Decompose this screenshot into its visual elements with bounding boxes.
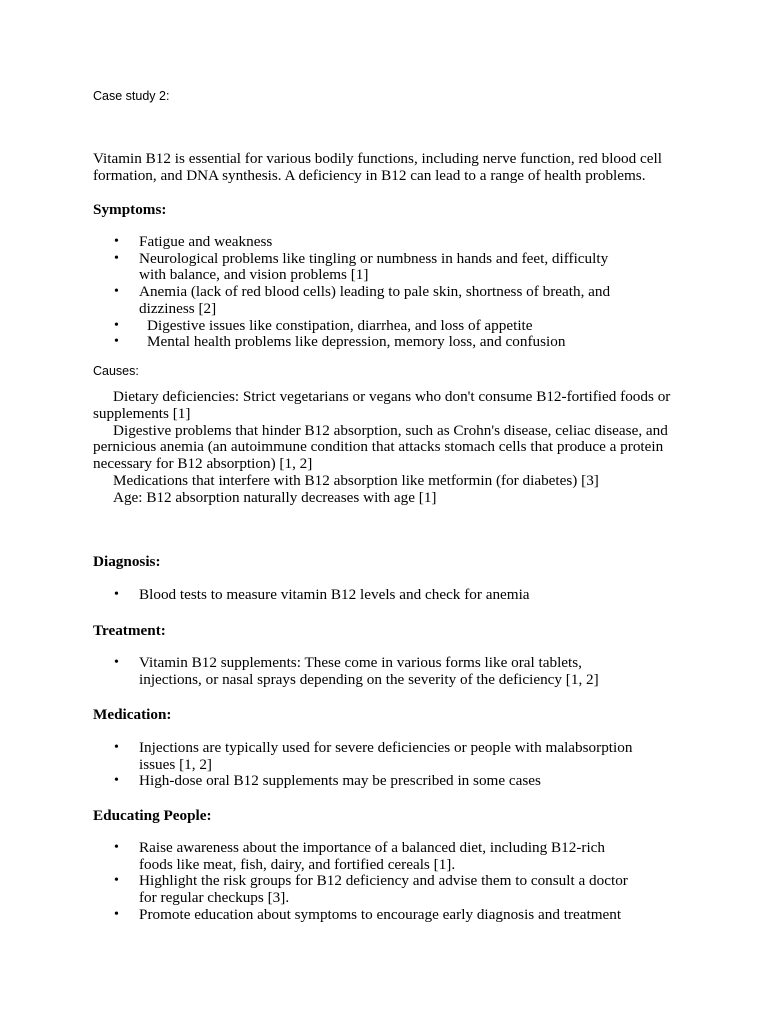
case-study-label: Case study 2: [93, 89, 170, 103]
list-item: • Raise awareness about the importance of a balanced diet, including B12-rich foods like meat, fish, dairy, and fortified cereals [1]. [93, 840, 638, 873]
medication-heading: Medication: [93, 706, 172, 723]
causes-list [93, 389, 673, 507]
symptoms-list [93, 234, 638, 351]
diagnosis-heading: Diagnosis: [93, 553, 161, 570]
medication-list [93, 740, 638, 790]
cause-item: Digestive problems that hinder B12 absorption, such as Crohn's disease, celiac disease, and pernicious anemia (an autoimmune condition that attacks stomach cells that produce a protein necessary for B12 absorption) [1, 2] [93, 421, 668, 473]
diagnosis-list [93, 587, 638, 604]
list-item: • Highlight the risk groups for B12 deficiency and advise them to consult a doctor for regular checkups [3]. [93, 873, 638, 906]
cause-item: Age: B12 absorption naturally decreases with age [1] [113, 488, 437, 506]
treatment-list [93, 655, 638, 688]
symptoms-heading: Symptoms: [93, 201, 167, 218]
list-item: • Promote education about symptoms to encourage early diagnosis and treatment [93, 907, 638, 924]
list-item: • Mental health problems like depression, memory loss, and confusion [93, 334, 638, 351]
cause-item: Medications that interfere with B12 absorption like metformin (for diabetes) [3] [113, 471, 599, 489]
list-item: • Blood tests to measure vitamin B12 levels and check for anemia [93, 587, 638, 604]
list-item: • Fatigue and weakness [93, 234, 638, 251]
list-item: • Digestive issues like constipation, diarrhea, and loss of appetite [93, 318, 638, 335]
list-item: • Anemia (lack of red blood cells) leading to pale skin, shortness of breath, and dizziness [2] [93, 284, 638, 317]
causes-heading: Causes: [93, 364, 139, 378]
list-item: • Injections are typically used for severe deficiencies or people with malabsorption issues [1, 2] [93, 740, 638, 773]
list-item: • Vitamin B12 supplements: These come in various forms like oral tablets, injections, or nasal sprays depending on the severity of the deficiency [1, 2] [93, 655, 638, 688]
list-item: • Neurological problems like tingling or numbness in hands and feet, difficulty with balance, and vision problems [1] [93, 251, 638, 284]
treatment-heading: Treatment: [93, 622, 166, 639]
educating-list [93, 840, 638, 924]
educating-heading: Educating People: [93, 807, 212, 824]
list-item: • High-dose oral B12 supplements may be prescribed in some cases [93, 773, 638, 790]
intro-paragraph: Vitamin B12 is essential for various bodily functions, including nerve function, red blood cell formation, and DNA synthesis. A deficiency in B12 can lead to a range of health problems. [93, 150, 662, 184]
cause-item: Dietary deficiencies: Strict vegetarians or vegans who don't consume B12-fortified foods or supplements [1] [93, 388, 671, 422]
